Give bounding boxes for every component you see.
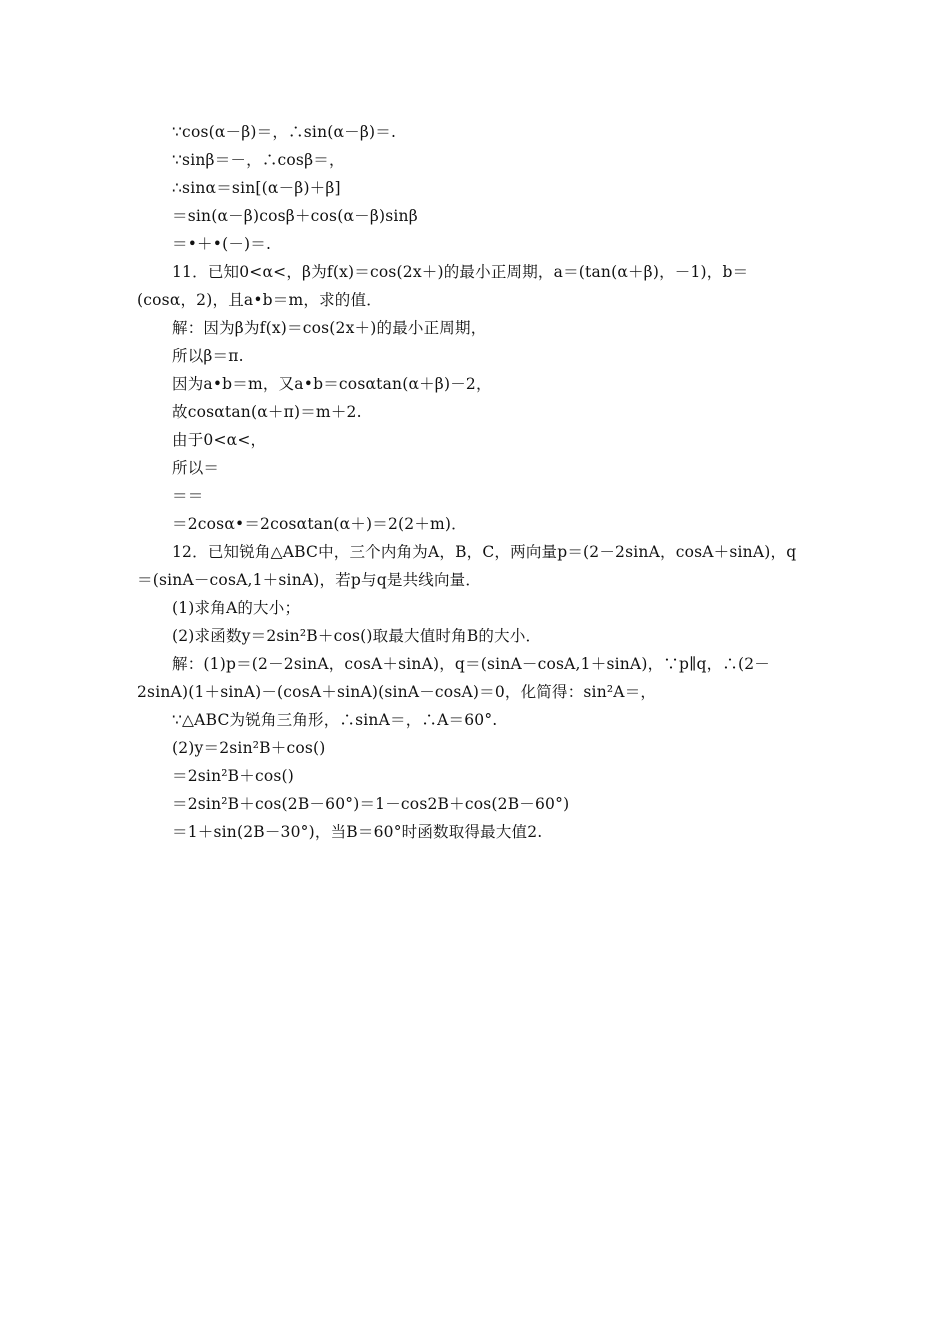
text-line: 因为a•b＝m，又a•b＝cosαtan(α＋β)－2， xyxy=(172,375,492,393)
text-line: ＝1＋sin(2B－30°)，当B＝60°时函数取得最大值2. xyxy=(172,823,543,841)
text-line: 解：因为β为f(x)＝cos(2x＋)的最小正周期， xyxy=(172,319,487,337)
text-line: (2)求函数y＝2sin²B＋cos()取最大值时角B的大小． xyxy=(172,627,542,645)
text-line: (2)y＝2sin²B＋cos() xyxy=(172,739,326,757)
text-line: 故cosαtan(α＋π)＝m＋2. xyxy=(172,403,362,421)
text-line: 由于0<α<， xyxy=(172,431,267,449)
text-line: (cosα，2)，且a•b＝m，求的值． xyxy=(137,291,382,309)
text-line: ∵△ABC为锐角三角形，∴sinA＝，∴A＝60°. xyxy=(172,711,498,729)
text-line: 所以＝ xyxy=(172,459,220,477)
text-line: 12．已知锐角△ABC中，三个内角为A，B，C，两向量p＝(2－2sinA，cosA＋sinA)，q xyxy=(172,543,797,561)
text-line: ＝2cosα•＝2cosαtan(α＋)＝2(2＋m)． xyxy=(172,515,467,533)
text-line: ＝(sinA－cosA,1＋sinA)，若p与q是共线向量． xyxy=(137,571,482,589)
text-line: 所以β＝π. xyxy=(172,347,244,365)
text-line: 2sinA)(1＋sinA)－(cosA＋sinA)(sinA－cosA)＝0，化简得：sin²A＝， xyxy=(137,683,657,701)
text-line: 11．已知0<α<，β为f(x)＝cos(2x＋)的最小正周期，a＝(tan(α＋β)，－1)，b＝ xyxy=(172,263,749,281)
text-line: ＝2sin²B＋cos() xyxy=(172,767,295,785)
text-line: 解：(1)p＝(2－2sinA，cosA＋sinA)，q＝(sinA－cosA,1＋sinA)，∵p∥q，∴(2－ xyxy=(172,655,770,673)
text-line: ＝2sin²B＋cos(2B－60°)＝1－cos2B＋cos(2B－60°) xyxy=(172,795,570,813)
text-line: (1)求角A的大小； xyxy=(172,599,301,617)
text-line: ∵cos(α－β)＝，∴sin(α－β)＝. xyxy=(172,123,397,141)
text-line: ∵sinβ＝－，∴cosβ＝， xyxy=(172,151,345,169)
text-line: ＝•＋•(－)＝. xyxy=(172,235,272,253)
text-line: ＝sin(α－β)cosβ＋cos(α－β)sinβ xyxy=(172,207,418,225)
text-line: ＝＝ xyxy=(172,487,204,505)
text-line: ∴sinα＝sin[(α－β)＋β] xyxy=(172,179,341,197)
